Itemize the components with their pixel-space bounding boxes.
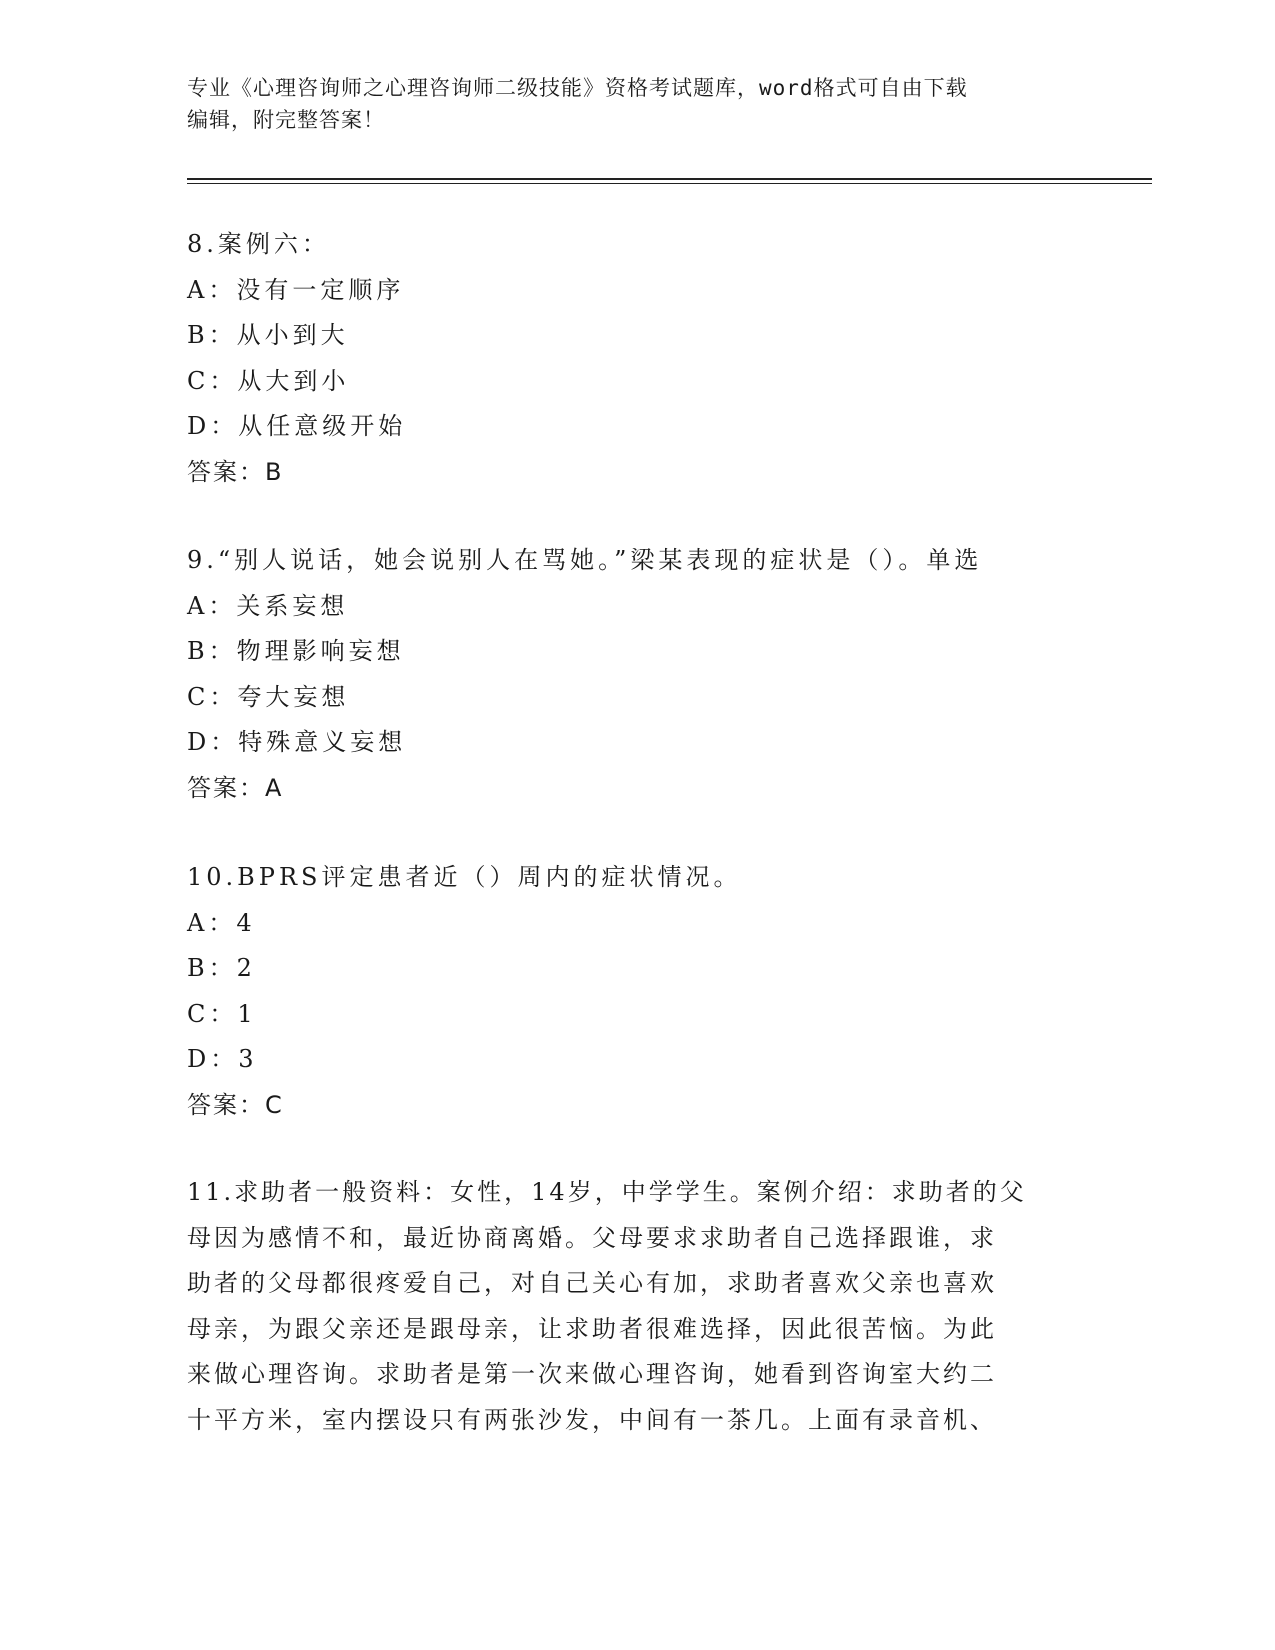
document-header: [187, 72, 1067, 136]
paragraph-line: 十平方米，室内摆设只有两张沙发，中间有一茶几。上面有录音机、: [187, 1405, 997, 1434]
option-c: C：夸大妄想: [187, 682, 350, 711]
header-line-2: 编辑，附完整答案！: [187, 108, 385, 132]
header-rule-thin: [187, 183, 1152, 184]
paragraph-line: 母因为感情不和，最近协商离婚。父母要求求助者自己选择跟谁，求: [187, 1223, 997, 1252]
question-stem: 10.BPRS评定患者近（）周内的症状情况。: [187, 863, 742, 891]
question-stem: 9.“别人说话，她会说别人在骂她。”梁某表现的症状是（）。单选: [187, 546, 983, 574]
answer-line: 答案：C: [187, 1090, 284, 1119]
question-11: [187, 1170, 1087, 1443]
paragraph-line: 母亲，为跟父亲还是跟母亲，让求助者很难选择，因此很苦恼。为此: [187, 1314, 997, 1343]
option-d: D：从任意级开始: [187, 412, 407, 440]
option-a: A：4: [187, 908, 256, 937]
paragraph-line: 来做心理咨询。求助者是第一次来做心理咨询，她看到咨询室大约二: [187, 1360, 997, 1388]
question-9: [187, 538, 1087, 811]
option-b: B：从小到大: [187, 321, 349, 349]
option-b: B：物理影响妄想: [187, 637, 405, 665]
option-c: C：从大到小: [187, 366, 350, 395]
question-8: [187, 222, 1087, 495]
option-c: C：1: [187, 999, 257, 1028]
option-b: B：2: [187, 954, 256, 982]
question-10: [187, 855, 1087, 1128]
answer-line: 答案：B: [187, 457, 284, 486]
header-rule-thick: [187, 178, 1152, 180]
question-stem: 8.案例六：: [187, 230, 330, 258]
option-d: D：3: [187, 1045, 258, 1073]
header-line-1: 专业《心理咨询师之心理咨询师二级技能》资格考试题库，word格式可自由下载: [187, 76, 968, 100]
paragraph-line: 11.求助者一般资料：女性，14岁，中学学生。案例介绍：求助者的父: [187, 1178, 1027, 1206]
option-a: A：关系妄想: [187, 591, 349, 620]
option-a: A：没有一定顺序: [187, 275, 405, 304]
paragraph-line: 助者的父母都很疼爱自己，对自己关心有加，求助者喜欢父亲也喜欢: [187, 1269, 997, 1297]
answer-line: 答案：A: [187, 773, 284, 802]
option-d: D：特殊意义妄想: [187, 728, 407, 756]
